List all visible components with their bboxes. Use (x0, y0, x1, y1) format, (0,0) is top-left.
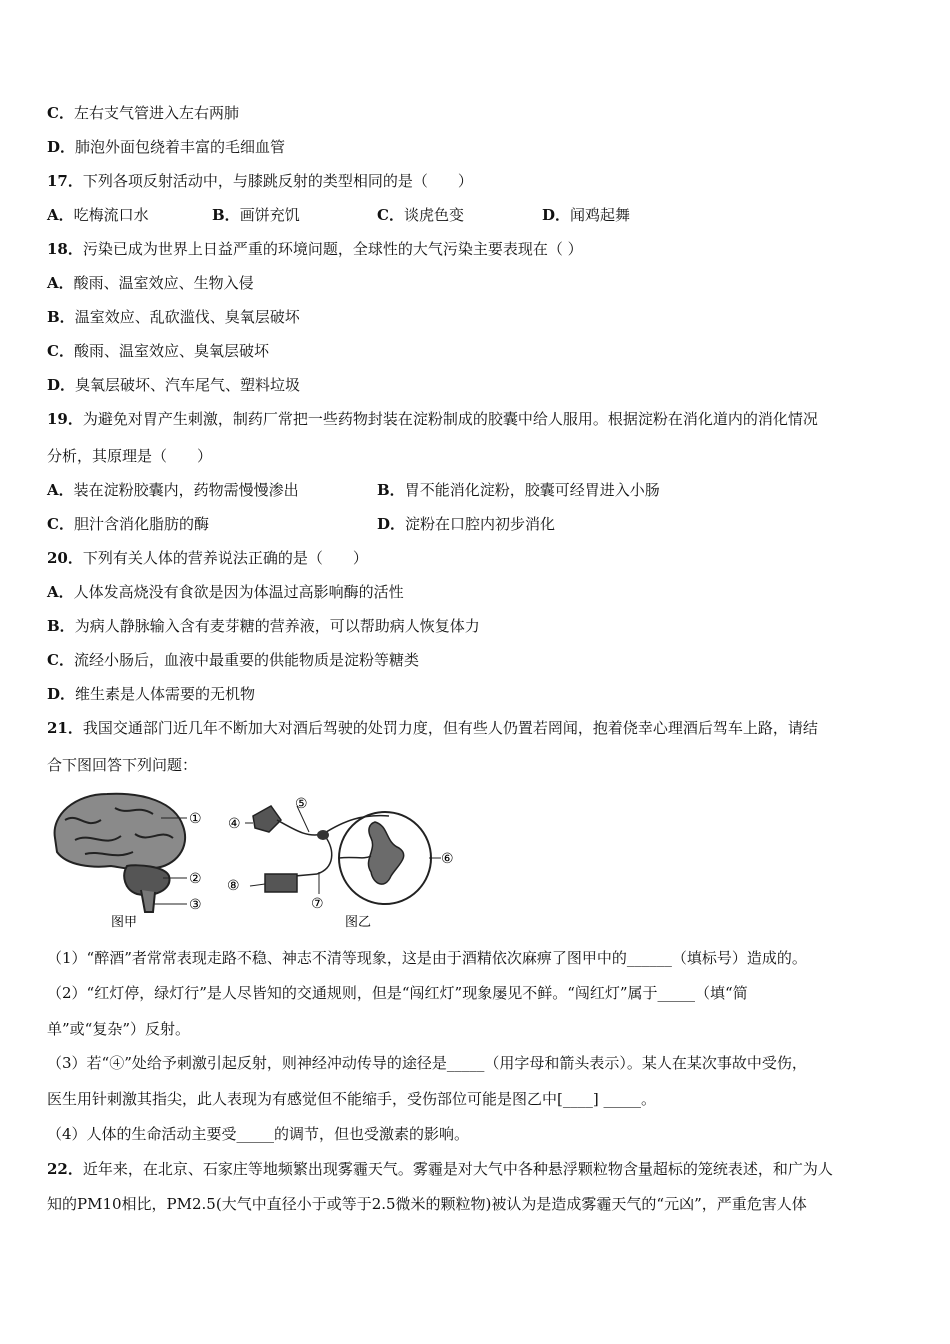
q21-figure (45, 790, 465, 930)
q21-stem-line1: 21．我国交通部门近几年不断加大对酒后驾驶的处罚力度，但有些人仍置若罔闻，抱着侥幸心理酒后驾车上路，请结 (47, 719, 818, 737)
q16-option-c: C．左右支气管进入左右两肺 (47, 104, 239, 122)
q18-stem: 18．污染已成为世界上日益严重的环境问题，全球性的大气污染主要表现在（ ） (47, 240, 583, 258)
q19-option-c: C．胆汁含消化脂肪的酶 (47, 515, 209, 533)
q19-option-d: D．淀粉在口腔内初步消化 (377, 515, 556, 533)
q19-stem-line2: 分析，其原理是（ ） (47, 447, 213, 465)
q20-option-c: C．流经小肠后，血液中最重要的供能物质是淀粉等糖类 (47, 651, 419, 669)
q20-option-d: D．维生素是人体需要的无机物 (47, 685, 256, 703)
q18-option-a: A．酸雨、温室效应、生物入侵 (47, 274, 254, 292)
caption-figure-a: 图甲 (111, 915, 138, 930)
label-6: ⑥ (441, 851, 454, 867)
q20-option-b: B．为病人静脉输入含有麦芽糖的营养液，可以帮助病人恢复体力 (47, 617, 480, 635)
q21-part1: （1）“醉酒”者常常表现走路不稳、神志不清等现象，这是由于酒精依次麻痹了图甲中的______（填标号）造成的。 (47, 949, 807, 967)
q21-part4: （4）人体的生命活动主要受_____的调节，但也受激素的影响。 (47, 1125, 470, 1143)
q21-part3-line1: （3）若“④”处给予刺激引起反射，则神经冲动传导的途径是_____（用字母和箭头表示）。某人在某次事故中受伤， (47, 1054, 807, 1072)
q21-part3-line2: 医生用针刺激其指尖，此人表现为有感觉但不能缩手，受伤部位可能是图乙中[____] _____。 (47, 1090, 656, 1108)
q20-option-a: A．人体发高烧没有食欲是因为体温过高影响酶的活性 (47, 583, 404, 601)
q18-option-b: B．温室效应、乱砍滥伐、臭氧层破坏 (47, 308, 300, 326)
q17-stem: 17．下列各项反射活动中，与膝跳反射的类型相同的是（ ） (47, 172, 473, 190)
label-5: ⑤ (295, 796, 308, 812)
label-1: ① (189, 811, 202, 827)
label-4: ④ (228, 816, 241, 832)
brain-illustration (55, 794, 187, 912)
label-2: ② (189, 871, 202, 887)
q16-option-d: D．肺泡外面包绕着丰富的毛细血管 (47, 138, 286, 156)
label-7: ⑦ (311, 896, 324, 912)
q20-stem: 20．下列有关人体的营养说法正确的是（ ） (47, 549, 368, 567)
q19-stem-line1: 19．为避免对胃产生刺激，制药厂常把一些药物封装在淀粉制成的胶囊中给人服用。根据淀粉在消化道内的消化情况 (47, 410, 818, 428)
reflex-arc-illustration (245, 806, 441, 904)
label-3: ③ (189, 897, 202, 913)
q21-stem-line2: 合下图回答下列问题： (47, 756, 198, 774)
q17-option-c: C．谈虎色变 (377, 206, 464, 224)
q17-option-a: A．吃梅流口水 (47, 206, 149, 224)
q18-option-c: C．酸雨、温室效应、臭氧层破坏 (47, 342, 269, 360)
caption-figure-b: 图乙 (345, 915, 372, 930)
label-8: ⑧ (227, 878, 240, 894)
q18-option-d: D．臭氧层破坏、汽车尾气、塑料垃圾 (47, 376, 301, 394)
q19-option-b: B．胃不能消化淀粉，胶囊可经胃进入小肠 (377, 481, 660, 499)
q22-stem-line1: 22．近年来，在北京、石家庄等地频繁出现雾霾天气。雾霾是对大气中各种悬浮颗粒物含量超标的笼统表述，和广为人 (47, 1160, 833, 1178)
q21-part2-line1: （2）“红灯停，绿灯行”是人尽皆知的交通规则，但是“闯红灯”现象屡见不鲜。“闯红灯”属于_____（填“简 (47, 984, 748, 1002)
q21-part2-line2: 单”或“复杂”）反射。 (47, 1020, 191, 1038)
q22-stem-line2: 知的PM10相比，PM2.5(大气中直径小于或等于2.5微米的颗粒物)被认为是造成雾霾天气的“元凶”，严重危害人体 (47, 1195, 807, 1213)
q21-figure-svg (45, 790, 465, 930)
q19-option-a: A．装在淀粉胶囊内，药物需慢慢渗出 (47, 481, 299, 499)
q17-option-b: B．画饼充饥 (212, 206, 300, 224)
q17-option-d: D．闻鸡起舞 (542, 206, 631, 224)
